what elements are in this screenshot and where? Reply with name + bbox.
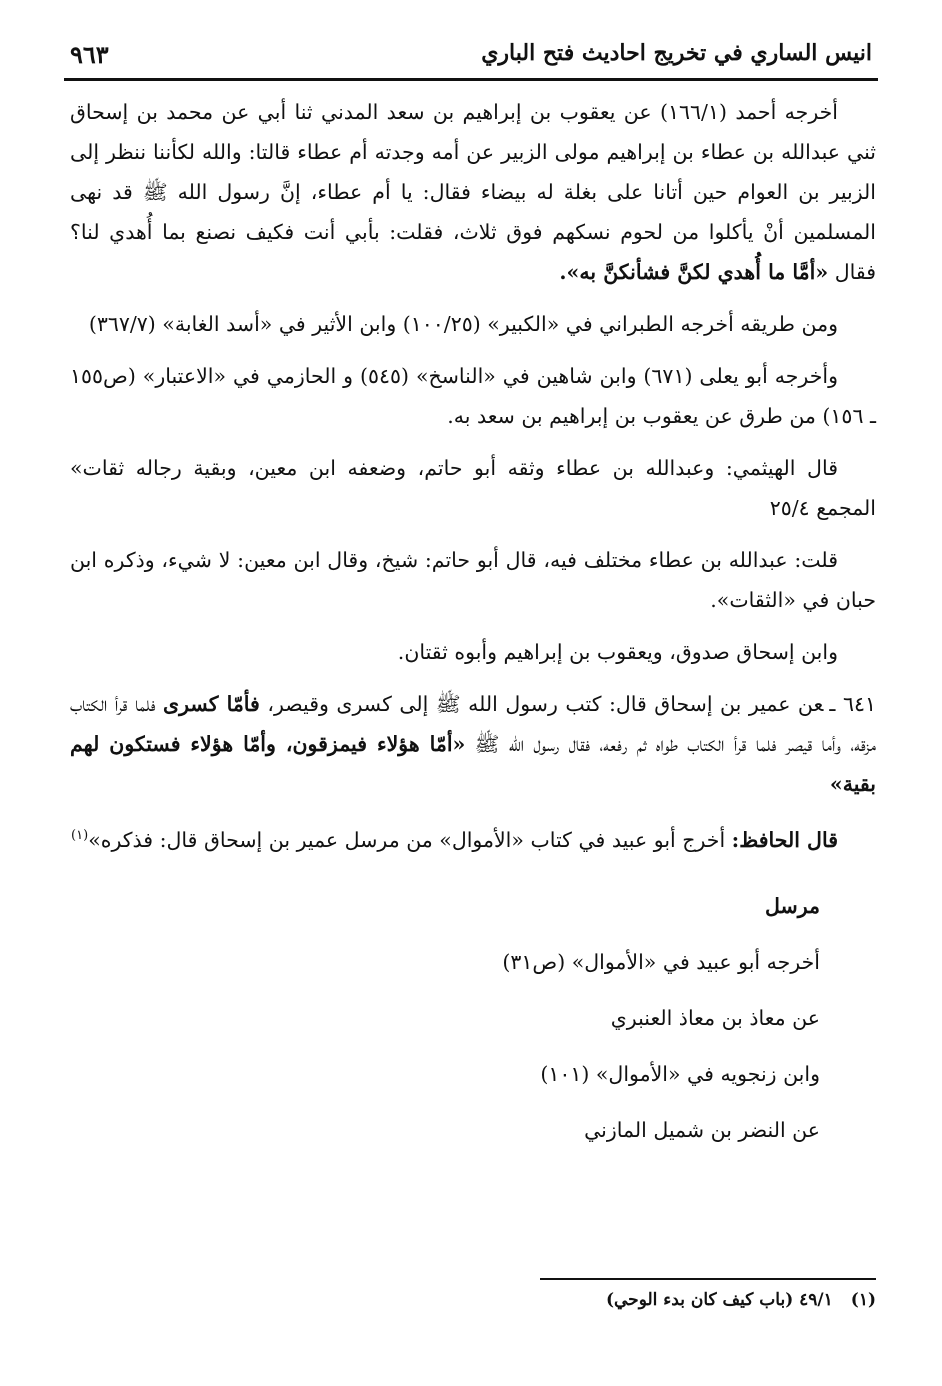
chain-heading: مرسل — [765, 893, 820, 918]
paragraph-haythami — [70, 448, 876, 528]
footnote-marker: (١) — [850, 1290, 876, 1310]
footnote-reference: (١) — [71, 828, 89, 843]
paragraph-hafiz — [70, 816, 876, 860]
isnad-chain — [70, 878, 820, 1158]
hadith-bold-phrase: فأمّا كسرى — [163, 692, 260, 716]
footnote — [606, 1290, 876, 1310]
hafiz-label: قال الحافظ: — [731, 827, 838, 852]
paragraph-text: ومن طريقه أخرجه الطبراني في «الكبير» (١٠٠/٢٥) وابن الأثير في «أسد الغابة» (٣٦٧/٧) — [88, 312, 838, 336]
paragraph-ibn-ishaq — [70, 632, 876, 672]
paragraph-abu-yala — [70, 356, 876, 436]
page-number: ٩٦٣ — [70, 40, 109, 69]
paragraph-ahmad — [70, 92, 876, 292]
hadith-quote: «أمَّا ما أُهدي لكنَّ فشأنكنَّ به». — [559, 260, 829, 284]
hadith-text-continued: فلما قرأ الكتاب مزقه، وأما قيصر فلما قرأ الكتاب طواه ثم رفعه، فقال رسول الله ﷺ — [70, 692, 876, 756]
paragraph-qultu — [70, 540, 876, 620]
hadith-641 — [70, 684, 876, 804]
footnote-text: ٤٩/١ (باب كيف كان بدء الوحي) — [605, 1290, 833, 1310]
hadith-number: ٦٤١ ـ — [829, 692, 876, 716]
footnote-rule — [540, 1278, 876, 1280]
chain-item: عن معاذ بن معاذ العنبري — [610, 1005, 820, 1030]
chain-item: عن النضر بن شميل المازني — [584, 1117, 820, 1142]
paragraph-text: قلت: عبدالله بن عطاء مختلف فيه، قال أبو حاتم: شيخ، وقال ابن معين: لا شيء، وذكره ابن حبان في «الثقات». — [70, 548, 876, 612]
paragraph-text: أخرجه أحمد (١٦٦/١) عن يعقوب بن إبراهيم بن سعد المدني ثنا أبي عن محمد بن إسحاق ثني عبدالله بن عطاء بن إبراهيم مولى الزبير عن أمه وجدته أم عطاء قالتا: والله لكأننا ننظر إلى الزبير بن العوام حين أتانا على بغلة له بيضاء فقال: يا أم عطاء، إنَّ رسول الله ﷺ قد نهى المسلمين أنْ يأكلوا من لحوم نسكهم فوق ثلاث، فقلت: بأبي أنت فكيف نصنع بما أُهدي لنا؟ فقال — [70, 100, 876, 284]
paragraph-tabarani — [70, 304, 876, 344]
paragraph-text: قال الهيثمي: وعبدالله بن عطاء وثقه أبو حاتم، وضعفه ابن معين، وبقية رجاله ثقات» المجمع ٢٥/٤ — [70, 456, 876, 520]
main-text — [70, 92, 876, 1158]
book-title: انيس الساري في تخريج احاديث فتح الباري — [481, 40, 872, 66]
hadith-text: عن عمير بن إسحاق قال: كتب رسول الله ﷺ إلى كسرى وقيصر، — [259, 692, 824, 716]
hadith-quote: «أمّا هؤلاء فيمزقون، وأمّا هؤلاء فستكون لهم بقية» — [70, 732, 876, 796]
paragraph-text: وأخرجه أبو يعلى (٦٧١) وابن شاهين في «الناسخ» (٥٤٥) و الحازمي في «الاعتبار» (ص١٥٥ ـ ١٥٦) من طرق عن يعقوب بن إبراهيم بن سعد به. — [70, 364, 876, 428]
running-header — [70, 36, 872, 72]
chain-item: أخرجه أبو عبيد في «الأموال» (ص٣١) — [502, 949, 820, 974]
paragraph-text: وابن إسحاق صدوق، ويعقوب بن إبراهيم وأبوه ثقتان. — [397, 640, 838, 664]
hafiz-text: أخرج أبو عبيد في كتاب «الأموال» من مرسل عمير بن إسحاق قال: فذكره» — [88, 827, 732, 852]
chain-item: وابن زنجويه في «الأموال» (١٠١) — [540, 1061, 820, 1086]
header-rule — [64, 78, 878, 81]
